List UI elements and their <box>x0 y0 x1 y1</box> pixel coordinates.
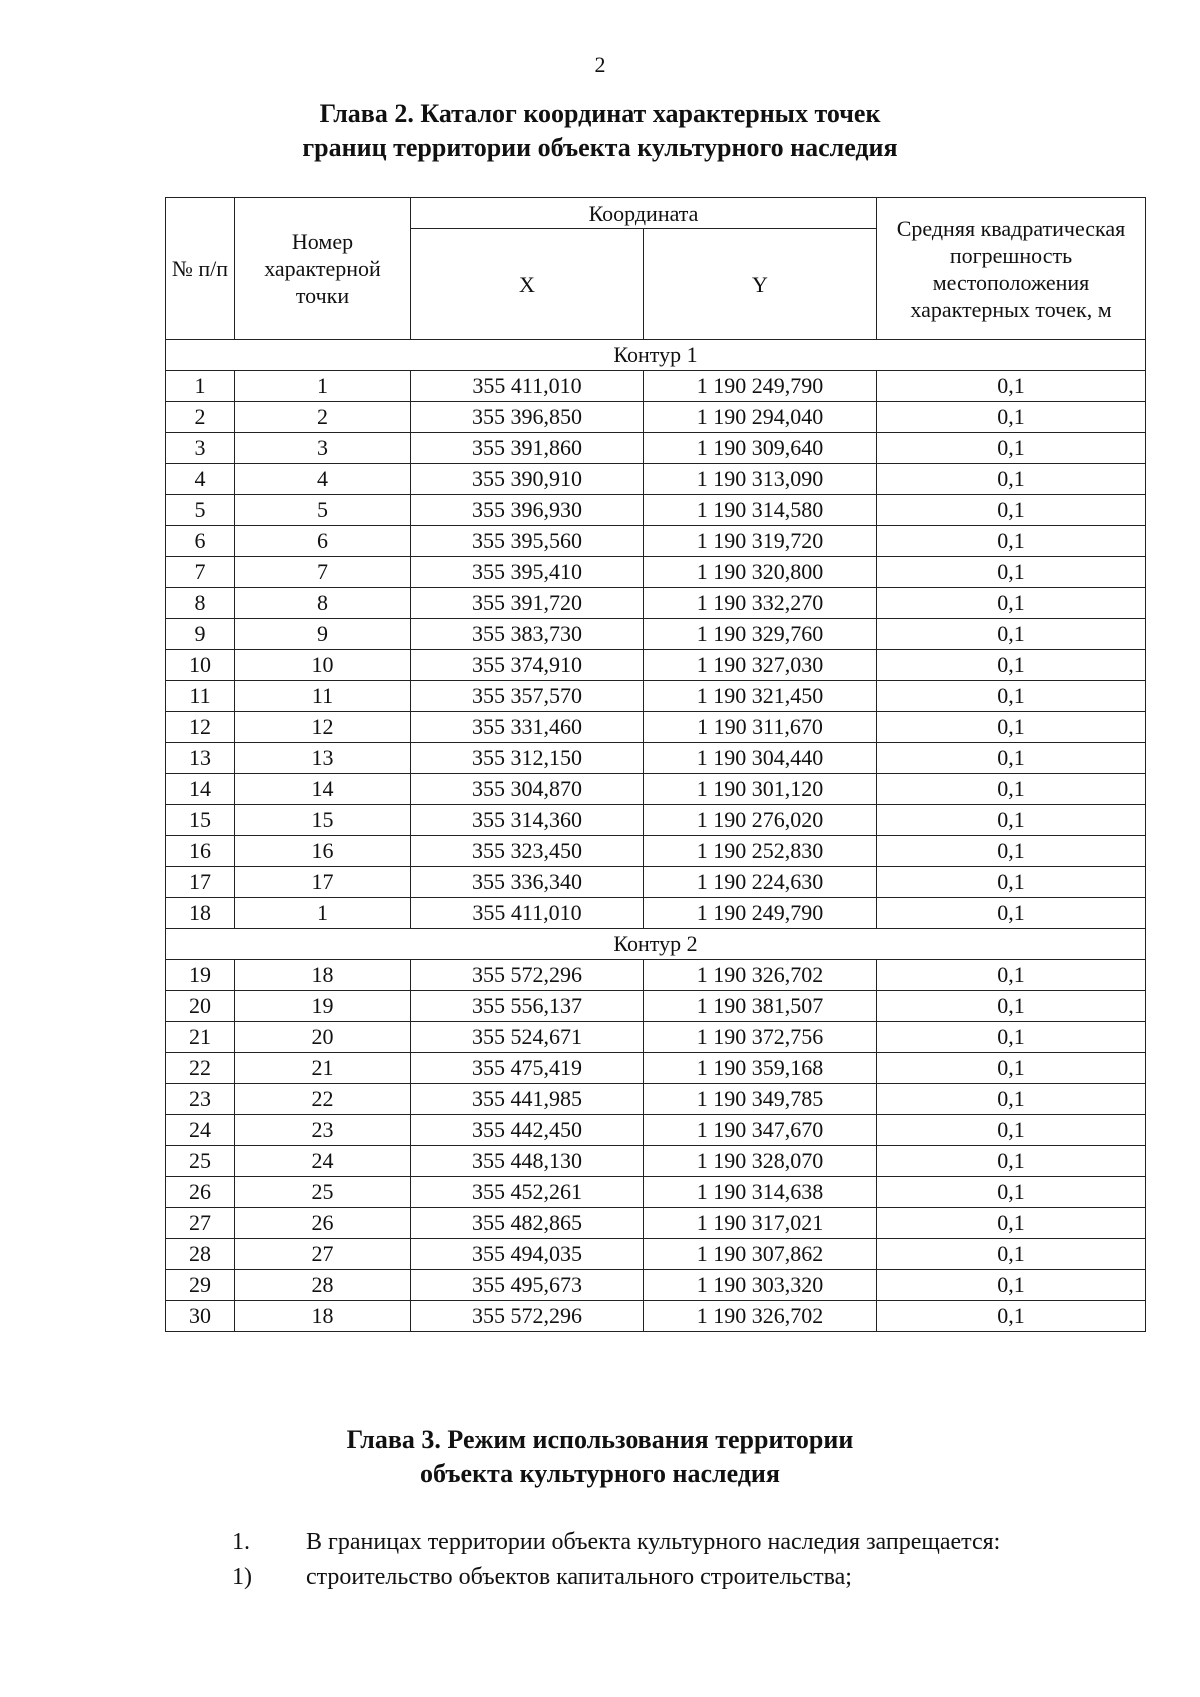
cell-point-number: 17 <box>235 867 411 898</box>
table-row <box>166 588 1146 619</box>
cell-mean-error: 0,1 <box>877 1301 1146 1332</box>
table-row <box>166 1208 1146 1239</box>
cell-y: 1 190 309,640 <box>644 433 877 464</box>
cell-mean-error: 0,1 <box>877 1053 1146 1084</box>
cell-num: 15 <box>166 805 235 836</box>
cell-y: 1 190 326,702 <box>644 1301 877 1332</box>
table-row <box>166 991 1146 1022</box>
cell-point-number: 2 <box>235 402 411 433</box>
cell-point-number: 5 <box>235 495 411 526</box>
cell-point-number: 12 <box>235 712 411 743</box>
cell-x: 355 452,261 <box>411 1177 644 1208</box>
cell-num: 21 <box>166 1022 235 1053</box>
cell-y: 1 190 311,670 <box>644 712 877 743</box>
list-item-number: 1) <box>232 1564 252 1590</box>
table-row <box>166 464 1146 495</box>
table-body <box>166 340 1146 1332</box>
page-number: 2 <box>594 52 606 77</box>
cell-y: 1 190 304,440 <box>644 743 877 774</box>
table-row <box>166 960 1146 991</box>
cell-point-number: 24 <box>235 1146 411 1177</box>
cell-mean-error: 0,1 <box>877 836 1146 867</box>
table-row <box>166 1022 1146 1053</box>
cell-num: 25 <box>166 1146 235 1177</box>
cell-y: 1 190 314,580 <box>644 495 877 526</box>
header-point-number: Номер характерной точки <box>235 198 411 340</box>
cell-mean-error: 0,1 <box>877 681 1146 712</box>
cell-num: 12 <box>166 712 235 743</box>
table-row <box>166 743 1146 774</box>
cell-y: 1 190 372,756 <box>644 1022 877 1053</box>
contour-label: Контур 2 <box>166 929 1146 960</box>
chapter-2-title-line-2: границ территории объекта культурного наследия <box>302 133 898 162</box>
table-row <box>166 371 1146 402</box>
contour-label: Контур 1 <box>166 340 1146 371</box>
cell-num: 16 <box>166 836 235 867</box>
cell-num: 19 <box>166 960 235 991</box>
table-row <box>166 1239 1146 1270</box>
cell-x: 355 374,910 <box>411 650 644 681</box>
cell-mean-error: 0,1 <box>877 774 1146 805</box>
table-row <box>166 1053 1146 1084</box>
cell-mean-error: 0,1 <box>877 1146 1146 1177</box>
cell-x: 355 396,850 <box>411 402 644 433</box>
cell-num: 27 <box>166 1208 235 1239</box>
cell-point-number: 10 <box>235 650 411 681</box>
cell-mean-error: 0,1 <box>877 743 1146 774</box>
cell-y: 1 190 349,785 <box>644 1084 877 1115</box>
cell-y: 1 190 303,320 <box>644 1270 877 1301</box>
cell-mean-error: 0,1 <box>877 371 1146 402</box>
cell-num: 4 <box>166 464 235 495</box>
cell-y: 1 190 313,090 <box>644 464 877 495</box>
table-row <box>166 495 1146 526</box>
cell-x: 355 395,410 <box>411 557 644 588</box>
chapter-3-title-line-2: объекта культурного наследия <box>420 1459 780 1488</box>
chapter-2-title-line-1: Глава 2. Каталог координат характерных точек <box>319 99 881 128</box>
cell-mean-error: 0,1 <box>877 1022 1146 1053</box>
header-coordinate: Координата <box>411 198 877 229</box>
cell-num: 18 <box>166 898 235 929</box>
cell-num: 5 <box>166 495 235 526</box>
table-row <box>166 526 1146 557</box>
cell-y: 1 190 326,702 <box>644 960 877 991</box>
cell-y: 1 190 321,450 <box>644 681 877 712</box>
cell-mean-error: 0,1 <box>877 960 1146 991</box>
cell-num: 20 <box>166 991 235 1022</box>
table-row <box>166 1084 1146 1115</box>
cell-num: 17 <box>166 867 235 898</box>
table-row <box>166 712 1146 743</box>
cell-point-number: 23 <box>235 1115 411 1146</box>
cell-y: 1 190 328,070 <box>644 1146 877 1177</box>
cell-x: 355 331,460 <box>411 712 644 743</box>
cell-point-number: 9 <box>235 619 411 650</box>
table-row <box>166 867 1146 898</box>
cell-x: 355 495,673 <box>411 1270 644 1301</box>
cell-num: 14 <box>166 774 235 805</box>
table-row <box>166 1146 1146 1177</box>
cell-point-number: 27 <box>235 1239 411 1270</box>
cell-num: 8 <box>166 588 235 619</box>
table-row <box>166 836 1146 867</box>
cell-x: 355 391,720 <box>411 588 644 619</box>
cell-y: 1 190 252,830 <box>644 836 877 867</box>
table-row <box>166 433 1146 464</box>
cell-point-number: 21 <box>235 1053 411 1084</box>
table-row <box>166 898 1146 929</box>
cell-mean-error: 0,1 <box>877 402 1146 433</box>
cell-y: 1 190 301,120 <box>644 774 877 805</box>
cell-point-number: 20 <box>235 1022 411 1053</box>
table-row <box>166 1177 1146 1208</box>
cell-mean-error: 0,1 <box>877 1084 1146 1115</box>
cell-num: 10 <box>166 650 235 681</box>
cell-mean-error: 0,1 <box>877 650 1146 681</box>
cell-point-number: 28 <box>235 1270 411 1301</box>
cell-mean-error: 0,1 <box>877 619 1146 650</box>
cell-x: 355 304,870 <box>411 774 644 805</box>
header-y: Y <box>644 229 877 340</box>
list-item-text: В границах территории объекта культурного наследия запрещается: <box>306 1529 1001 1555</box>
cell-point-number: 6 <box>235 526 411 557</box>
table-row <box>166 650 1146 681</box>
cell-point-number: 16 <box>235 836 411 867</box>
header-num: № п/п <box>166 198 235 340</box>
cell-y: 1 190 276,020 <box>644 805 877 836</box>
cell-mean-error: 0,1 <box>877 1115 1146 1146</box>
cell-point-number: 13 <box>235 743 411 774</box>
cell-num: 11 <box>166 681 235 712</box>
cell-num: 1 <box>166 371 235 402</box>
cell-point-number: 11 <box>235 681 411 712</box>
cell-mean-error: 0,1 <box>877 898 1146 929</box>
table-row <box>166 402 1146 433</box>
cell-x: 355 390,910 <box>411 464 644 495</box>
cell-x: 355 494,035 <box>411 1239 644 1270</box>
chapter-2-title <box>0 97 1200 165</box>
cell-y: 1 190 329,760 <box>644 619 877 650</box>
cell-point-number: 4 <box>235 464 411 495</box>
cell-mean-error: 0,1 <box>877 557 1146 588</box>
cell-num: 9 <box>166 619 235 650</box>
contour-row <box>166 340 1146 371</box>
table-row <box>166 557 1146 588</box>
cell-point-number: 7 <box>235 557 411 588</box>
cell-mean-error: 0,1 <box>877 526 1146 557</box>
cell-y: 1 190 320,800 <box>644 557 877 588</box>
coordinates-table <box>165 197 1146 1332</box>
cell-mean-error: 0,1 <box>877 1239 1146 1270</box>
cell-x: 355 475,419 <box>411 1053 644 1084</box>
cell-num: 2 <box>166 402 235 433</box>
cell-num: 3 <box>166 433 235 464</box>
cell-mean-error: 0,1 <box>877 588 1146 619</box>
cell-x: 355 314,360 <box>411 805 644 836</box>
cell-y: 1 190 359,168 <box>644 1053 877 1084</box>
cell-mean-error: 0,1 <box>877 464 1146 495</box>
header-x: X <box>411 229 644 340</box>
cell-mean-error: 0,1 <box>877 805 1146 836</box>
cell-x: 355 396,930 <box>411 495 644 526</box>
cell-x: 355 524,671 <box>411 1022 644 1053</box>
cell-point-number: 15 <box>235 805 411 836</box>
cell-mean-error: 0,1 <box>877 1208 1146 1239</box>
cell-num: 24 <box>166 1115 235 1146</box>
cell-y: 1 190 319,720 <box>644 526 877 557</box>
cell-num: 7 <box>166 557 235 588</box>
cell-point-number: 1 <box>235 898 411 929</box>
cell-mean-error: 0,1 <box>877 1270 1146 1301</box>
cell-y: 1 190 224,630 <box>644 867 877 898</box>
cell-x: 355 448,130 <box>411 1146 644 1177</box>
cell-num: 22 <box>166 1053 235 1084</box>
cell-point-number: 18 <box>235 1301 411 1332</box>
cell-num: 26 <box>166 1177 235 1208</box>
cell-x: 355 312,150 <box>411 743 644 774</box>
cell-x: 355 323,450 <box>411 836 644 867</box>
cell-point-number: 25 <box>235 1177 411 1208</box>
cell-y: 1 190 294,040 <box>644 402 877 433</box>
cell-x: 355 572,296 <box>411 1301 644 1332</box>
cell-x: 355 395,560 <box>411 526 644 557</box>
cell-num: 30 <box>166 1301 235 1332</box>
cell-y: 1 190 317,021 <box>644 1208 877 1239</box>
cell-mean-error: 0,1 <box>877 1177 1146 1208</box>
cell-x: 355 441,985 <box>411 1084 644 1115</box>
cell-x: 355 357,570 <box>411 681 644 712</box>
cell-num: 6 <box>166 526 235 557</box>
cell-point-number: 14 <box>235 774 411 805</box>
cell-x: 355 383,730 <box>411 619 644 650</box>
cell-point-number: 1 <box>235 371 411 402</box>
cell-x: 355 556,137 <box>411 991 644 1022</box>
cell-point-number: 19 <box>235 991 411 1022</box>
contour-row <box>166 929 1146 960</box>
cell-mean-error: 0,1 <box>877 867 1146 898</box>
table-row <box>166 1115 1146 1146</box>
table-row <box>166 1301 1146 1332</box>
cell-mean-error: 0,1 <box>877 712 1146 743</box>
cell-x: 355 442,450 <box>411 1115 644 1146</box>
cell-point-number: 8 <box>235 588 411 619</box>
cell-mean-error: 0,1 <box>877 495 1146 526</box>
cell-num: 13 <box>166 743 235 774</box>
table-row <box>166 805 1146 836</box>
cell-num: 28 <box>166 1239 235 1270</box>
table-row <box>166 619 1146 650</box>
cell-y: 1 190 314,638 <box>644 1177 877 1208</box>
cell-y: 1 190 249,790 <box>644 371 877 402</box>
cell-x: 355 411,010 <box>411 371 644 402</box>
cell-num: 23 <box>166 1084 235 1115</box>
cell-y: 1 190 249,790 <box>644 898 877 929</box>
cell-num: 29 <box>166 1270 235 1301</box>
table-row <box>166 681 1146 712</box>
cell-point-number: 26 <box>235 1208 411 1239</box>
cell-x: 355 482,865 <box>411 1208 644 1239</box>
cell-mean-error: 0,1 <box>877 991 1146 1022</box>
chapter-3-title <box>0 1423 1200 1491</box>
cell-y: 1 190 332,270 <box>644 588 877 619</box>
cell-point-number: 22 <box>235 1084 411 1115</box>
cell-y: 1 190 307,862 <box>644 1239 877 1270</box>
cell-x: 355 411,010 <box>411 898 644 929</box>
cell-x: 355 391,860 <box>411 433 644 464</box>
table-row <box>166 1270 1146 1301</box>
cell-mean-error: 0,1 <box>877 433 1146 464</box>
cell-x: 355 336,340 <box>411 867 644 898</box>
table-row <box>166 774 1146 805</box>
cell-y: 1 190 347,670 <box>644 1115 877 1146</box>
cell-y: 1 190 327,030 <box>644 650 877 681</box>
cell-point-number: 3 <box>235 433 411 464</box>
list-item-number: 1. <box>232 1529 250 1555</box>
cell-x: 355 572,296 <box>411 960 644 991</box>
cell-point-number: 18 <box>235 960 411 991</box>
header-mean-error: Средняя квадратическая погрешность местоположения характерных точек, м <box>877 198 1146 340</box>
cell-y: 1 190 381,507 <box>644 991 877 1022</box>
chapter-3-title-line-1: Глава 3. Режим использования территории <box>346 1425 854 1454</box>
list-item-text: строительство объектов капитального строительства; <box>306 1564 852 1590</box>
